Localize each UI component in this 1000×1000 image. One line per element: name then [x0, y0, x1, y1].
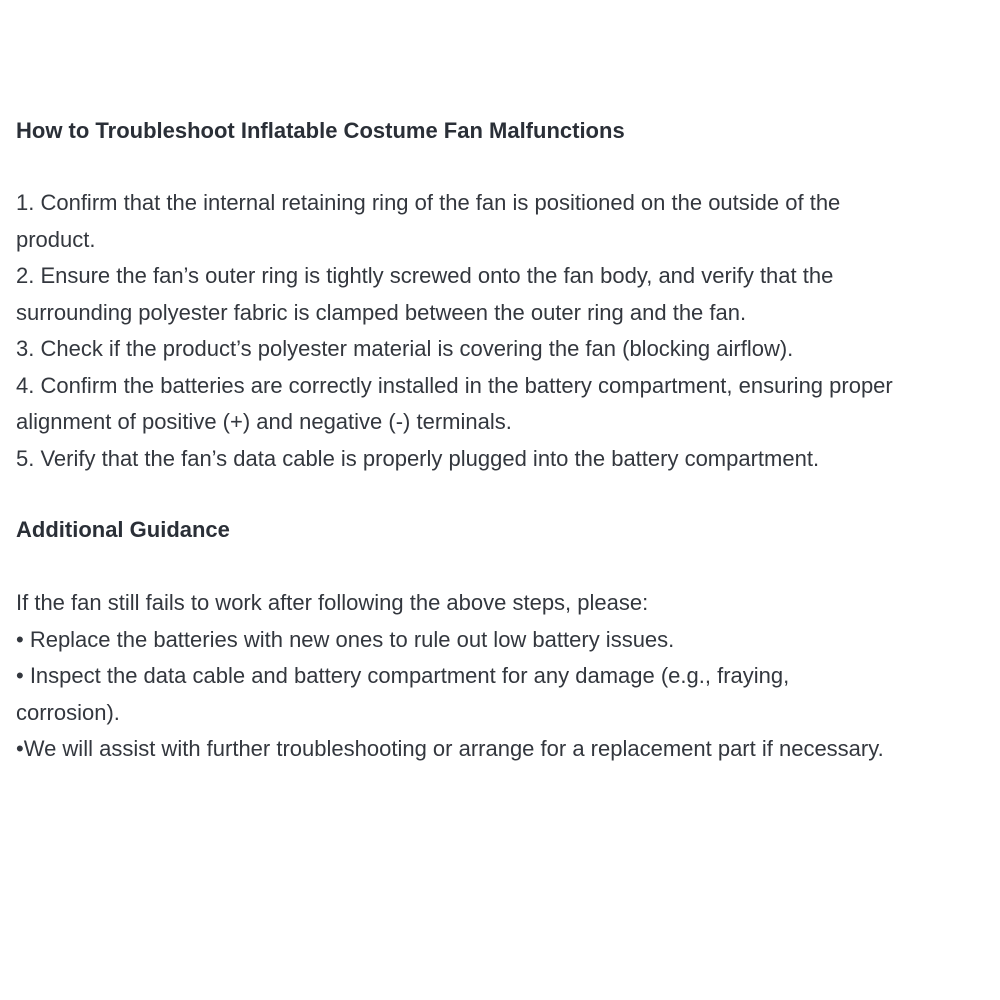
guidance-bullet-replace-batteries: • Replace the batteries with new ones to rule out low battery issues. [16, 626, 675, 652]
step-3: 3. Check if the product’s polyester material is covering the fan (blocking airflow). [16, 336, 794, 361]
step-1-line-2: product. [16, 226, 96, 252]
step-5: 5. Verify that the fan’s data cable is properly plugged into the battery compartment. [16, 445, 820, 471]
troubleshooting-steps [16, 185, 992, 477]
guidance-intro: If the fan still fails to work after following the above steps, please: [16, 590, 649, 615]
page-title: How to Troubleshoot Inflatable Costume Fan Malfunctions [16, 118, 625, 143]
step-4-line-2: alignment of positive (+) and negative (-) terminals. [16, 409, 512, 434]
step-1-line-1: 1. Confirm that the internal retaining ring of the fan is positioned on the outside of the [16, 190, 841, 215]
step-2-line-2: surrounding polyester fabric is clamped between the outer ring and the fan. [16, 299, 747, 325]
guidance-bullet-inspect-line-1: • Inspect the data cable and battery compartment for any damage (e.g., fraying, [16, 663, 790, 688]
step-2-line-1: 2. Ensure the fan’s outer ring is tightly screwed onto the fan body, and verify that the [16, 263, 834, 288]
additional-guidance-text [16, 585, 992, 768]
guidance-bullet-assist: •We will assist with further troubleshooting or arrange for a replacement part if necessary. [16, 736, 884, 761]
step-4-line-1: 4. Confirm the batteries are correctly installed in the battery compartment, ensuring proper [16, 372, 893, 398]
section-heading-additional-guidance: Additional Guidance [16, 517, 230, 542]
guidance-bullet-inspect-line-2: corrosion). [16, 699, 120, 725]
document-page [16, 0, 992, 1000]
